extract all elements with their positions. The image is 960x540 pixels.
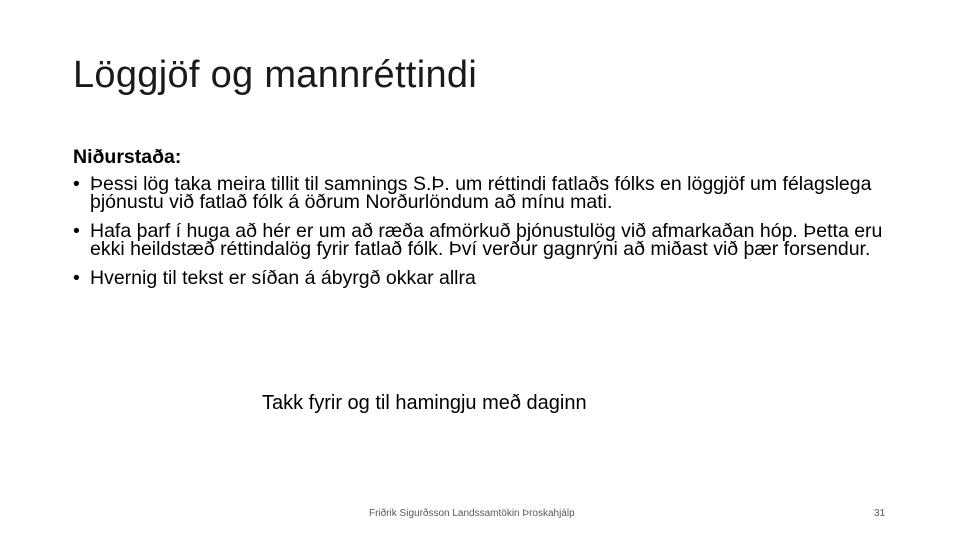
bullet-item — [73, 269, 893, 287]
bullet-icon: • — [73, 220, 80, 242]
bullet-list — [73, 175, 893, 287]
page-number: 31 — [874, 508, 886, 519]
bullet-text: Hvernig til tekst er síðan á ábyrgð okkar allra — [90, 267, 476, 289]
slide-body — [73, 146, 893, 298]
bullet-icon: • — [73, 267, 80, 289]
bullet-text: Hafa þarf í huga að hér er um að ræða afmörkuð þjónustulög við afmarkaðan hóp. Þetta eru ekki heildstæð réttindalög fyrir fatlað fólk. Því verður gagnrýni að miðast við þær forsendur. — [90, 220, 883, 260]
bullet-text: Þessi lög taka meira tillit til samnings S.Þ. um réttindi fatlaðs fólks en löggjöf um félagslega þjónustu við fatlað fólk á öðrum Norðurlöndum að mínu mati. — [90, 173, 872, 213]
section-heading: Niðurstaða: — [73, 146, 182, 168]
slide-title: Löggjöf og mannréttindi — [73, 54, 478, 96]
closing-text: Takk fyrir og til hamingju með daginn — [262, 392, 587, 414]
bullet-item — [73, 222, 893, 258]
bullet-item — [73, 175, 893, 211]
bullet-icon: • — [73, 173, 80, 195]
footer-text: Friðrik Sigurðsson Landssamtökin Þroskahjálp — [369, 508, 575, 519]
